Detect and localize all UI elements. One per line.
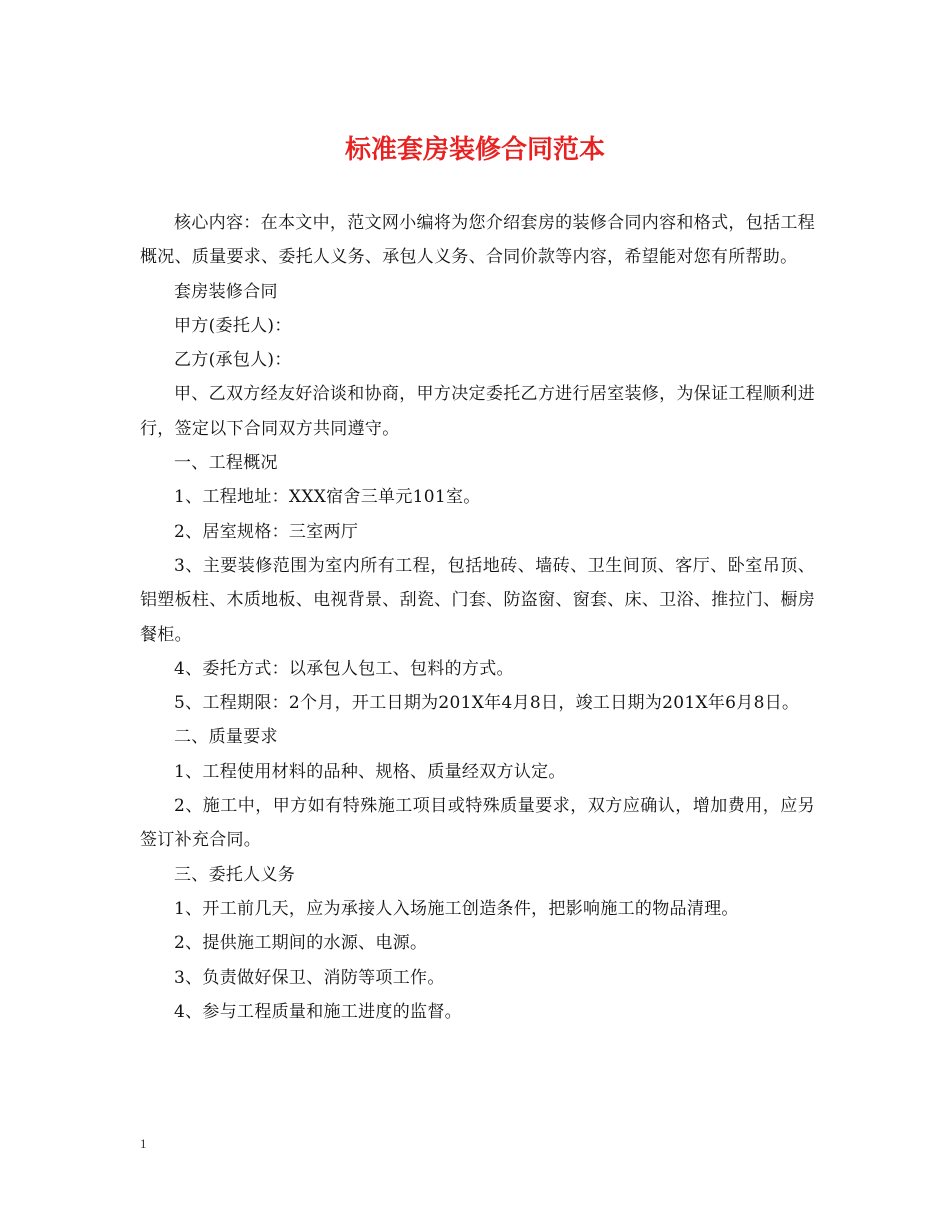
paragraph-intro: 核心内容：在本文中，范文网小编将为您介绍套房的装修合同内容和格式，包括工程概况、质量要求、委托人义务、承包人义务、合同价款等内容，希望能对您有所帮助。 xyxy=(140,213,815,268)
paragraph-item: 1、工程使用材料的品种、规格、质量经双方认定。 xyxy=(174,761,566,782)
paragraph-preamble: 甲、乙双方经友好洽谈和协商，甲方决定委托乙方进行居室装修，为保证工程顺利进行，签定以下合同双方共同遵守。 xyxy=(140,384,815,439)
page-number: 1 xyxy=(140,1136,147,1151)
paragraph-item: 1、工程地址：XXX宿舍三单元101室。 xyxy=(174,487,481,508)
paragraph-item: 2、提供施工期间的水源、电源。 xyxy=(174,933,428,954)
paragraph-party-b: 乙方(承包人)： xyxy=(174,350,292,371)
paragraph-item: 3、负责做好保卫、消防等项工作。 xyxy=(174,967,445,988)
paragraph-item: 4、参与工程质量和施工进度的监督。 xyxy=(174,1001,462,1022)
document-title: 标准套房装修合同范本 xyxy=(344,135,605,165)
paragraph-item: 1、开工前几天，应为承接人入场施工创造条件，把影响施工的物品清理。 xyxy=(174,898,739,919)
paragraph-party-a: 甲方(委托人)： xyxy=(174,315,292,336)
paragraph-item: 2、施工中，甲方如有特殊施工项目或特殊质量要求，双方应确认，增加费用，应另签订补充合同。 xyxy=(140,796,815,851)
section-heading-client-duties: 三、委托人义务 xyxy=(174,864,296,885)
paragraph-item: 5、工程期限：2个月，开工日期为201X年4月8日，竣工日期为201X年6月8日。 xyxy=(174,693,800,714)
document-body xyxy=(140,206,815,1029)
section-heading-overview: 一、工程概况 xyxy=(174,453,278,474)
paragraph-item: 4、委托方式：以承包人包工、包料的方式。 xyxy=(174,658,514,679)
paragraph-item: 2、居室规格：三室两厅 xyxy=(174,521,359,542)
paragraph-contract-name: 套房装修合同 xyxy=(174,281,278,302)
paragraph-item: 3、主要装修范围为室内所有工程，包括地砖、墙砖、卫生间顶、客厅、卧室吊顶、铝塑板柱、木质地板、电视背景、刮瓷、门套、防盗窗、窗套、床、卫浴、推拉门、橱房餐柜。 xyxy=(140,555,815,645)
section-heading-quality: 二、质量要求 xyxy=(174,727,278,748)
